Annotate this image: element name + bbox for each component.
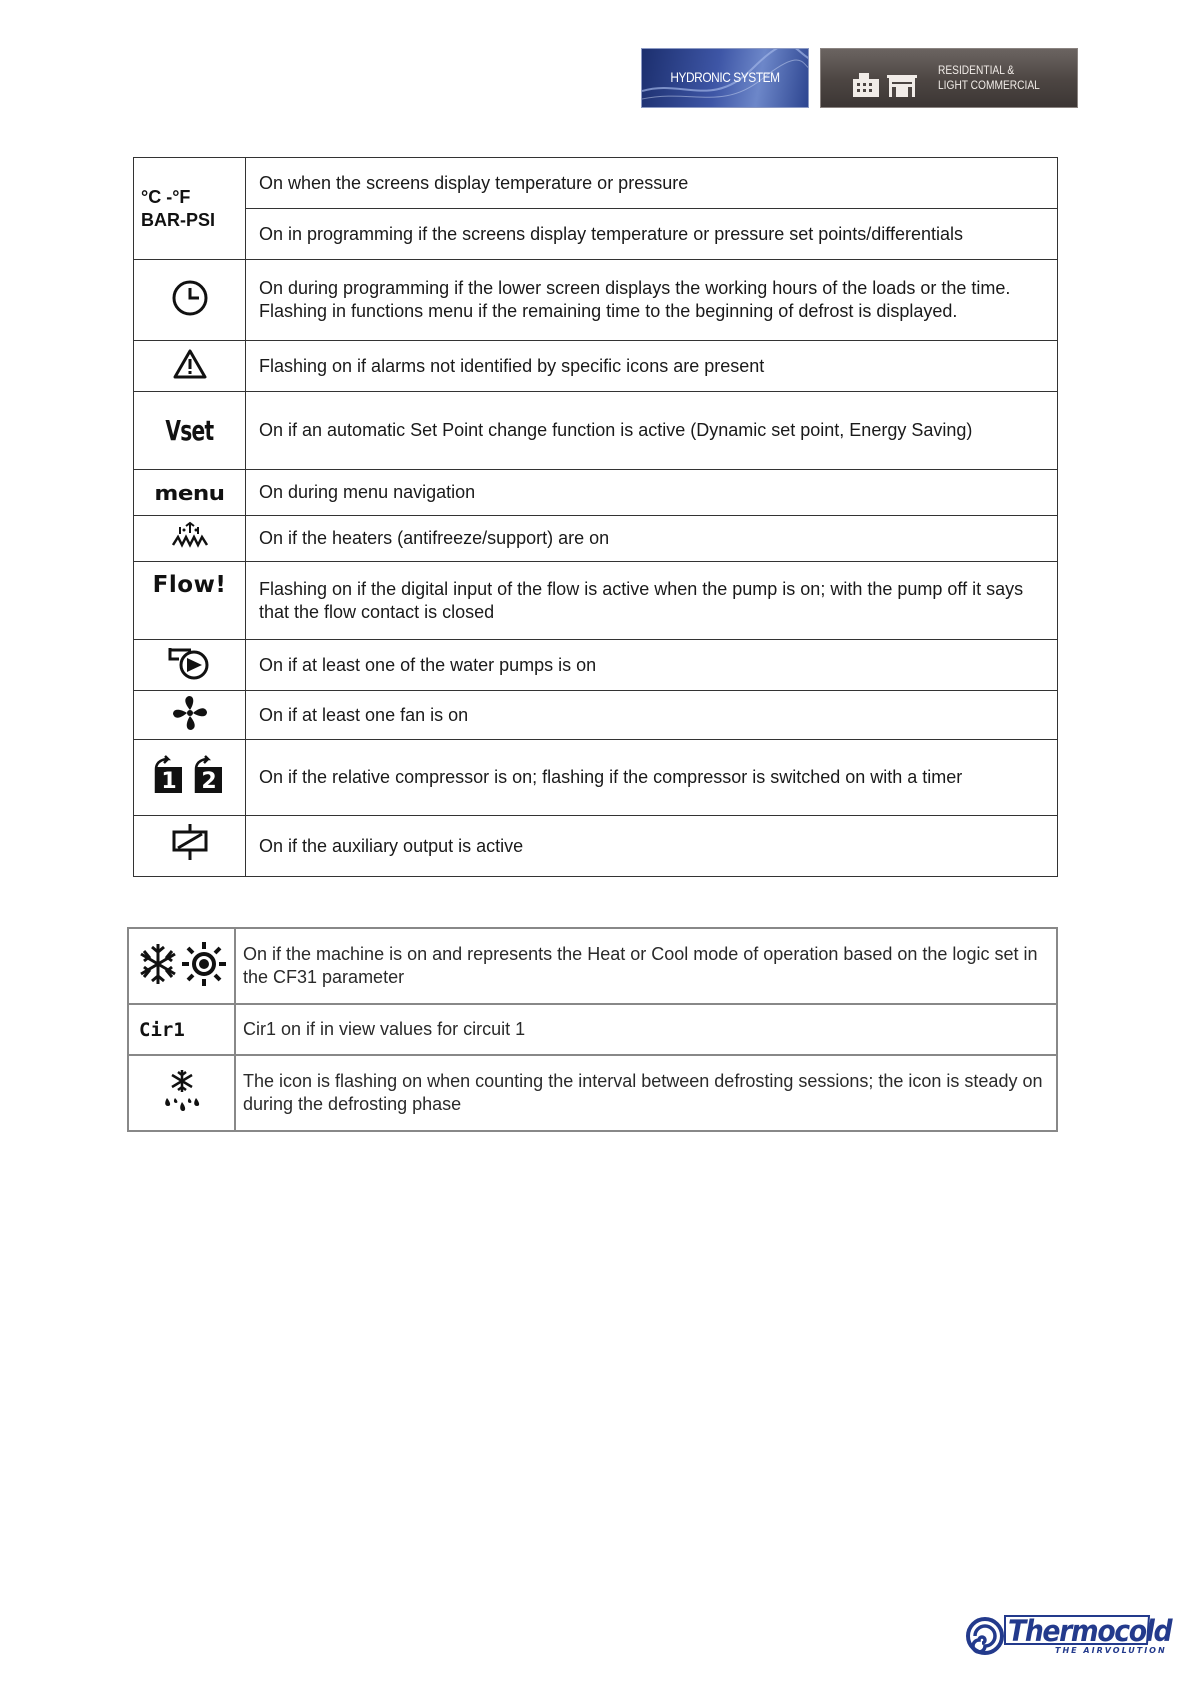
- heat-cool-icon-cell: [128, 928, 235, 1004]
- table-row: [134, 740, 1058, 816]
- heat-cool-icons: [138, 940, 226, 988]
- water-pump-icon: [167, 645, 213, 681]
- sun-icon: [182, 942, 226, 986]
- table-row: [134, 562, 1058, 640]
- defrost-icon-cell: [128, 1055, 235, 1131]
- table-row: [134, 209, 1058, 260]
- table-row: [134, 470, 1058, 516]
- brand-name: Thermocold: [1008, 1614, 1172, 1648]
- row-description: On if the relative compressor is on; flashing if the compressor is switched on with a timer: [246, 740, 1058, 816]
- row-description: The icon is flashing on when counting the interval between defrosting sessions; the icon is steady on during the defrosting phase: [235, 1055, 1057, 1131]
- pump-icon-cell: [134, 640, 246, 691]
- vset-icon: Vset: [165, 414, 214, 447]
- table-row: [134, 260, 1058, 341]
- row-description: Cir1 on if in view values for circuit 1: [235, 1004, 1057, 1055]
- row-description: On if an automatic Set Point change function is active (Dynamic set point, Energy Saving): [246, 392, 1058, 470]
- menu-icon: menu: [154, 480, 225, 505]
- hydronic-system-banner: [641, 48, 809, 108]
- display-icons-table: [133, 157, 1058, 877]
- table-row: [134, 640, 1058, 691]
- vset-icon-cell: [134, 392, 246, 470]
- table-row: [134, 392, 1058, 470]
- table-row: [134, 158, 1058, 209]
- hydronic-banner-label: HYDRONIC SYSTEM: [670, 69, 780, 85]
- row-description: On during menu navigation: [246, 470, 1058, 516]
- table-row: [128, 1004, 1057, 1055]
- heater-icon-cell: [134, 516, 246, 562]
- flow-icon: Flow!: [152, 572, 227, 598]
- units-icon-cell: [134, 158, 246, 260]
- mode-icons-table: [127, 927, 1058, 1132]
- row-description: On if the machine is on and represents the Heat or Cool mode of operation based on the logic set in the CF31 parameter: [235, 928, 1057, 1004]
- residential-banner-label: [938, 63, 1040, 93]
- circuit-1-icon: Cir1: [139, 1018, 185, 1041]
- alarm-icon-cell: [134, 341, 246, 392]
- circuit-icon-cell: [128, 1004, 235, 1055]
- row-description: On if the auxiliary output is active: [246, 816, 1058, 877]
- compressor-2-number: 2: [200, 769, 217, 794]
- compressor-2-icon: [196, 756, 222, 794]
- compressor-1-icon: [156, 756, 182, 794]
- fan-icon: [171, 694, 209, 732]
- residential-banner-line2: LIGHT COMMERCIAL: [938, 78, 1040, 92]
- defrost-icon: [161, 1068, 203, 1114]
- row-description: Flashing on if alarms not identified by specific icons are present: [246, 341, 1058, 392]
- brand-tagline: THE AIRVOLUTION: [1055, 1646, 1167, 1655]
- table-row: [134, 816, 1058, 877]
- row-description: On if the heaters (antifreeze/support) are on: [246, 516, 1058, 562]
- compressor-icons: [152, 755, 228, 795]
- warning-triangle-icon: [172, 348, 208, 380]
- residential-banner: [820, 48, 1078, 108]
- table-row: [134, 516, 1058, 562]
- residential-banner-line1: RESIDENTIAL &: [938, 63, 1015, 77]
- row-description: Flashing on if the digital input of the flow is active when the pump is on; with the pump off it says that the flow contact is closed: [246, 562, 1058, 640]
- compressor-1-number: 1: [160, 769, 177, 794]
- units-pressure-label: BAR-PSI: [141, 209, 216, 230]
- aux-output-icon-cell: [134, 816, 246, 877]
- buildings-icon: [851, 69, 921, 97]
- clock-icon: [171, 279, 209, 317]
- row-description: On when the screens display temperature or pressure: [246, 158, 1058, 209]
- row-description: On in programming if the screens display temperature or pressure set points/differentials: [246, 209, 1058, 260]
- auxiliary-output-icon: [170, 822, 210, 862]
- menu-icon-cell: [134, 470, 246, 516]
- fan-icon-cell: [134, 691, 246, 740]
- table-row: [134, 691, 1058, 740]
- units-temperature-label: °C -°F: [141, 186, 191, 207]
- flow-icon-cell: [134, 562, 246, 640]
- table-row: [134, 341, 1058, 392]
- row-description: On if at least one of the water pumps is on: [246, 640, 1058, 691]
- compressor-icon-cell: [134, 740, 246, 816]
- table-row: [128, 928, 1057, 1004]
- table-row: [128, 1055, 1057, 1131]
- snowflake-icon: [141, 944, 175, 984]
- heater-icon: [170, 521, 210, 551]
- thermocold-logo: [963, 1614, 1172, 1658]
- row-description: On during programming if the lower screen displays the working hours of the loads or the time. Flashing in functions menu if the remaining time to the beginning of defrost is displayed.: [246, 260, 1058, 341]
- row-description: On if at least one fan is on: [246, 691, 1058, 740]
- clock-icon-cell: [134, 260, 246, 341]
